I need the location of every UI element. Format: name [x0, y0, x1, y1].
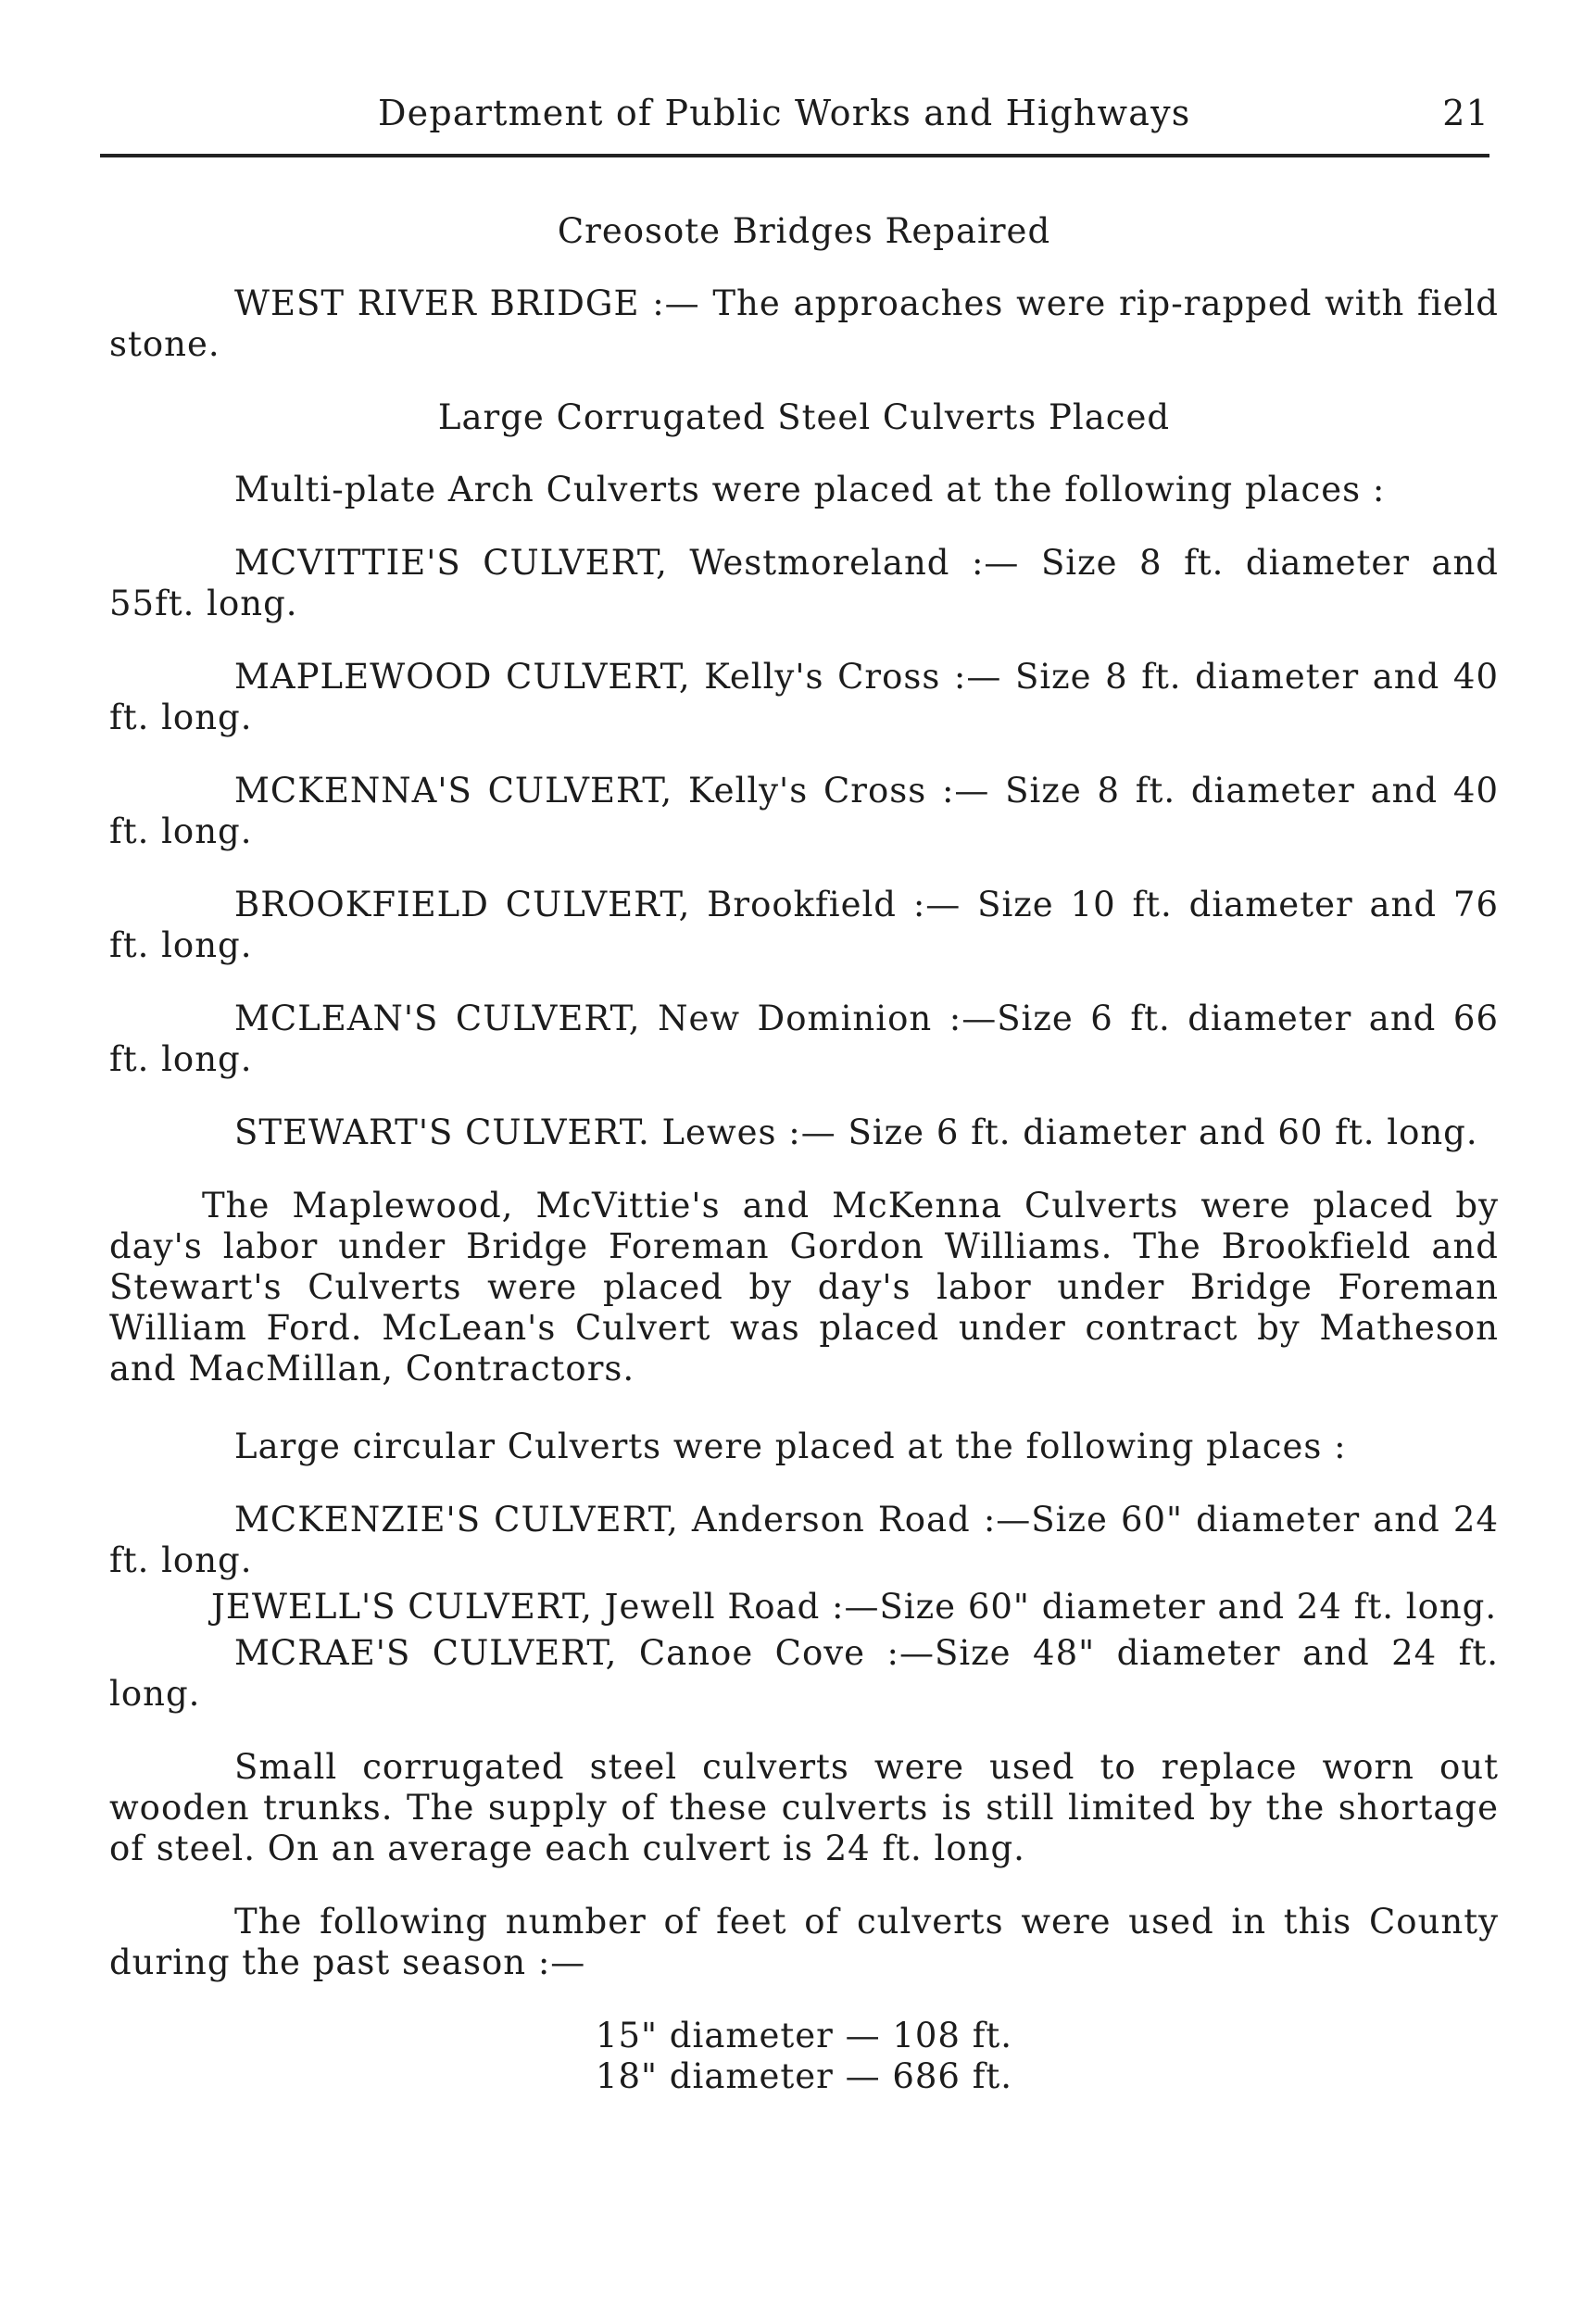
list-item: JEWELL'S CULVERT, Jewell Road :—Size 60" diameter and 24 ft. long.: [211, 1587, 1498, 1627]
list-item: STEWART'S CULVERT. Lewes :— Size 6 ft. diameter and 60 ft. long.: [234, 1112, 1478, 1152]
list-item: MCKENNA'S CULVERT, Kelly's Cross :— Size 8 ft. diameter and 40 ft. long.: [109, 771, 1499, 851]
paragraph-multiplate-intro: Multi-plate Arch Culverts were placed at the following places :: [234, 470, 1386, 509]
page-number: 21: [1442, 93, 1489, 133]
list-item: MCVITTIE'S CULVERT, Westmoreland :— Size 8 ft. diameter and 55ft. long.: [109, 543, 1499, 623]
heading-steel-culverts: Large Corrugated Steel Culverts Placed: [437, 397, 1171, 437]
list-item: BROOKFIELD CULVERT, Brookfield :— Size 10 ft. diameter and 76 ft. long.: [109, 885, 1499, 965]
culvert-feet-list: [109, 2016, 1499, 2097]
list-item: MAPLEWOOD CULVERT, Kelly's Cross :— Size 8 ft. diameter and 40 ft. long.: [109, 657, 1499, 737]
header-rule: [100, 154, 1489, 157]
body-text: [109, 211, 1499, 2097]
list-item: 15" diameter — 108 ft.: [595, 2016, 1013, 2055]
list-item: MCKENZIE'S CULVERT, Anderson Road :—Size 60" diameter and 24 ft. long.: [109, 1500, 1499, 1580]
paragraph-west-river: WEST RIVER BRIDGE :— The approaches were rip-rapped with field stone.: [109, 283, 1499, 364]
list-item: MCLEAN'S CULVERT, New Dominion :—Size 6 ft. diameter and 66 ft. long.: [109, 999, 1499, 1079]
list-item: 18" diameter — 686 ft.: [595, 2056, 1013, 2096]
paragraph-labor: The Maplewood, McVittie's and McKenna Culverts were placed by day's labor under Bridge Foreman Gordon Williams. The Brookfield and Stewart's Culverts were placed by day's labor under Bridge Foreman William Ford. McLean's Culvert was placed under contract by Matheson and MacMillan, Contractors.: [109, 1186, 1499, 1389]
header-title: Department of Public Works and Highways: [378, 93, 1191, 133]
list-item: MCRAE'S CULVERT, Canoe Cove :—Size 48" diameter and 24 ft. long.: [109, 1633, 1499, 1714]
paragraph-feet-intro: The following number of feet of culverts were used in this County during the past season :—: [109, 1902, 1499, 1982]
heading-creosote: Creosote Bridges Repaired: [557, 211, 1051, 251]
paragraph-circular-intro: Large circular Culverts were placed at the following places :: [234, 1427, 1347, 1466]
paragraph-small-culverts: Small corrugated steel culverts were used to replace worn out wooden trunks. The supply of these culverts is still limited by the shortage of steel. On an average each culvert is 24 ft. long.: [109, 1747, 1499, 1868]
